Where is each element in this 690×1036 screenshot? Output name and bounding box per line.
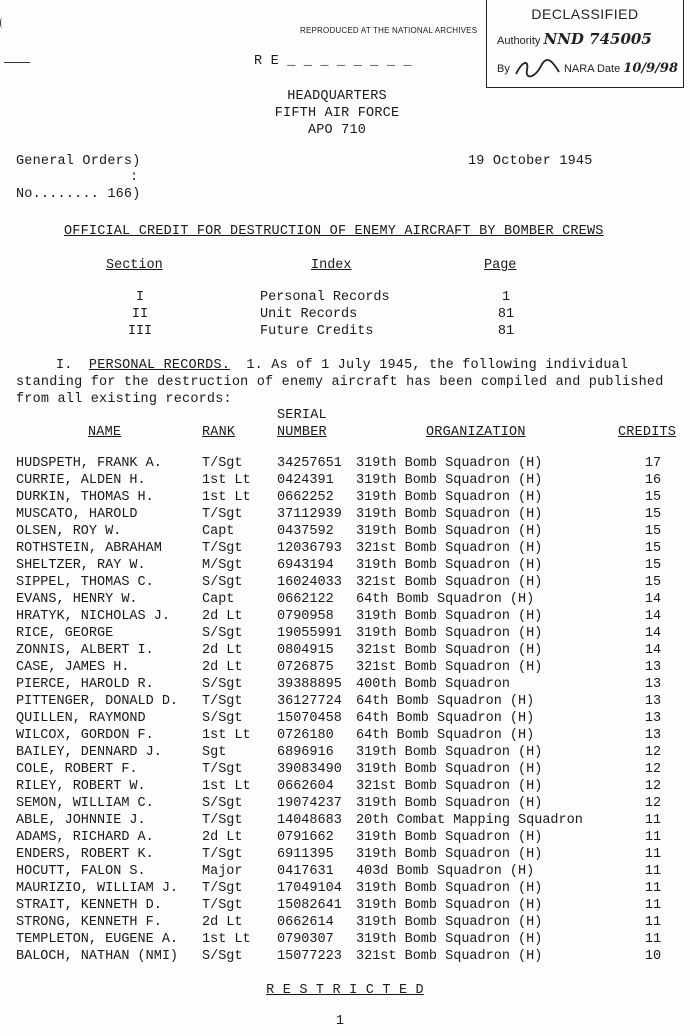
organization-cell: 319th Bomb Squadron (H) bbox=[356, 524, 543, 539]
name-cell: RILEY, ROBERT W. bbox=[16, 779, 146, 794]
personal-records-table bbox=[16, 456, 688, 966]
rank-cell: 1st Lt bbox=[202, 728, 251, 743]
col-head-serial-1: SERIAL bbox=[277, 408, 327, 423]
rank-cell: T/Sgt bbox=[202, 762, 243, 777]
credits-cell: 11 bbox=[644, 847, 662, 862]
organization-cell: 319th Bomb Squadron (H) bbox=[356, 490, 543, 505]
orders-colon: : bbox=[130, 170, 139, 185]
table-row bbox=[16, 830, 688, 847]
organization-cell: 64th Bomb Squadron (H) bbox=[356, 592, 535, 607]
index-page: 81 bbox=[497, 307, 515, 322]
serial-cell: 36127724 bbox=[277, 694, 342, 709]
intro-heading: PERSONAL RECORDS. bbox=[88, 358, 231, 373]
col-head-rank: RANK bbox=[202, 425, 236, 440]
intro-line2: standing for the destruction of enemy aircraft has been compiled and published bbox=[16, 375, 664, 390]
credits-cell: 11 bbox=[644, 932, 662, 947]
serial-cell: 19055991 bbox=[277, 626, 342, 641]
table-row bbox=[16, 847, 688, 864]
credits-cell: 10 bbox=[644, 949, 662, 964]
serial-cell: 17049104 bbox=[277, 881, 342, 896]
name-cell: SHELTZER, RAY W. bbox=[16, 558, 146, 573]
name-cell: ROTHSTEIN, ABRAHAM bbox=[16, 541, 162, 556]
organization-cell: 319th Bomb Squadron (H) bbox=[356, 558, 543, 573]
rank-cell: Major bbox=[202, 864, 243, 879]
rank-cell: 2d Lt bbox=[202, 609, 243, 624]
index-name: Future Credits bbox=[260, 324, 374, 339]
rank-cell: T/Sgt bbox=[202, 694, 243, 709]
name-cell: SIPPEL, THOMAS C. bbox=[16, 575, 154, 590]
table-row bbox=[16, 932, 688, 949]
name-cell: HRATYK, NICHOLAS J. bbox=[16, 609, 170, 624]
rank-cell: T/Sgt bbox=[202, 456, 243, 471]
table-row bbox=[16, 813, 688, 830]
name-cell: TEMPLETON, EUGENE A. bbox=[16, 932, 179, 947]
table-row bbox=[16, 728, 688, 745]
credits-cell: 15 bbox=[644, 507, 662, 522]
name-cell: PIERCE, HAROLD R. bbox=[16, 677, 154, 692]
rank-cell: 2d Lt bbox=[202, 660, 243, 675]
credits-cell: 15 bbox=[644, 575, 662, 590]
table-row bbox=[16, 541, 688, 558]
rank-cell: S/Sgt bbox=[202, 677, 243, 692]
credits-cell: 11 bbox=[644, 898, 662, 913]
table-row bbox=[16, 745, 688, 762]
table-row bbox=[16, 915, 688, 932]
name-cell: EVANS, HENRY W. bbox=[16, 592, 138, 607]
serial-cell: 6896916 bbox=[277, 745, 334, 760]
stamp-authority-row bbox=[497, 30, 652, 48]
rank-cell: Sgt bbox=[202, 745, 227, 760]
organization-cell: 321st Bomb Squadron (H) bbox=[356, 949, 543, 964]
credits-cell: 15 bbox=[644, 541, 662, 556]
rank-cell: Capt bbox=[202, 592, 235, 607]
name-cell: RICE, GEORGE bbox=[16, 626, 114, 641]
table-row bbox=[16, 473, 688, 490]
credits-cell: 15 bbox=[644, 490, 662, 505]
name-cell: HOCUTT, FALON S. bbox=[16, 864, 146, 879]
stamp-authority-value: NND 745005 bbox=[543, 30, 652, 48]
rank-cell: T/Sgt bbox=[202, 813, 243, 828]
classification-top: R E _ _ _ _ _ _ _ _ bbox=[254, 54, 412, 69]
serial-cell: 15082641 bbox=[277, 898, 342, 913]
serial-cell: 0790958 bbox=[277, 609, 334, 624]
reproduced-note: REPRODUCED AT THE NATIONAL ARCHIVES bbox=[300, 26, 478, 35]
table-row bbox=[16, 507, 688, 524]
organization-cell: 321st Bomb Squadron (H) bbox=[356, 575, 543, 590]
credits-cell: 12 bbox=[644, 796, 662, 811]
subject-title: OFFICIAL CREDIT FOR DESTRUCTION OF ENEMY AIRCRAFT BY BOMBER CREWS bbox=[64, 224, 604, 239]
credits-cell: 11 bbox=[644, 881, 662, 896]
table-row bbox=[16, 456, 688, 473]
table-row bbox=[16, 677, 688, 694]
organization-cell: 321st Bomb Squadron (H) bbox=[356, 541, 543, 556]
name-cell: WILCOX, GORDON F. bbox=[16, 728, 154, 743]
serial-cell: 0662614 bbox=[277, 915, 334, 930]
page-number: 1 bbox=[335, 1014, 345, 1029]
credits-cell: 14 bbox=[644, 643, 662, 658]
serial-cell: 0662604 bbox=[277, 779, 334, 794]
name-cell: ADAMS, RICHARD A. bbox=[16, 830, 154, 845]
organization-cell: 319th Bomb Squadron (H) bbox=[356, 745, 543, 760]
serial-cell: 6911395 bbox=[277, 847, 334, 862]
col-head-organization: ORGANIZATION bbox=[426, 425, 526, 440]
table-row bbox=[16, 779, 688, 796]
serial-cell: 15070458 bbox=[277, 711, 342, 726]
index-section: III bbox=[127, 324, 153, 339]
table-row bbox=[16, 864, 688, 881]
organization-cell: 20th Combat Mapping Squadron bbox=[356, 813, 583, 828]
table-row bbox=[16, 524, 688, 541]
rank-cell: 1st Lt bbox=[202, 932, 251, 947]
index-name: Unit Records bbox=[260, 307, 358, 322]
rank-cell: 1st Lt bbox=[202, 779, 251, 794]
organization-cell: 321st Bomb Squadron (H) bbox=[356, 660, 543, 675]
rank-cell: T/Sgt bbox=[202, 507, 243, 522]
organization-cell: 319th Bomb Squadron (H) bbox=[356, 847, 543, 862]
table-row bbox=[16, 881, 688, 898]
credits-cell: 14 bbox=[644, 626, 662, 641]
rank-cell: 2d Lt bbox=[202, 643, 243, 658]
name-cell: CASE, JAMES H. bbox=[16, 660, 130, 675]
stamp-title: DECLASSIFIED bbox=[531, 6, 639, 22]
stamp-nara-value: 10/9/98 bbox=[623, 60, 679, 76]
serial-cell: 0804915 bbox=[277, 643, 334, 658]
serial-cell: 0662122 bbox=[277, 592, 334, 607]
rank-cell: S/Sgt bbox=[202, 575, 243, 590]
rank-cell: T/Sgt bbox=[202, 847, 243, 862]
rank-cell: 1st Lt bbox=[202, 490, 251, 505]
name-cell: ENDERS, ROBERT K. bbox=[16, 847, 154, 862]
table-row bbox=[16, 694, 688, 711]
serial-cell: 6943194 bbox=[277, 558, 334, 573]
name-cell: ZONNIS, ALBERT I. bbox=[16, 643, 154, 658]
credits-cell: 15 bbox=[644, 524, 662, 539]
rank-cell: M/Sgt bbox=[202, 558, 243, 573]
credits-cell: 11 bbox=[644, 864, 662, 879]
rank-cell: S/Sgt bbox=[202, 796, 243, 811]
serial-cell: 14048683 bbox=[277, 813, 342, 828]
organization-cell: 64th Bomb Squadron (H) bbox=[356, 694, 535, 709]
organization-cell: 400th Bomb Squadron bbox=[356, 677, 510, 692]
organization-cell: 319th Bomb Squadron (H) bbox=[356, 898, 543, 913]
organization-cell: 319th Bomb Squadron (H) bbox=[356, 915, 543, 930]
organization-cell: 321st Bomb Squadron (H) bbox=[356, 779, 543, 794]
serial-cell: 0790307 bbox=[277, 932, 334, 947]
index-section: II bbox=[131, 307, 149, 322]
serial-cell: 0417631 bbox=[277, 864, 334, 879]
index-page: 81 bbox=[497, 324, 515, 339]
table-row bbox=[16, 949, 688, 966]
serial-cell: 0662252 bbox=[277, 490, 334, 505]
organization-cell: 64th Bomb Squadron (H) bbox=[356, 711, 535, 726]
table-row bbox=[16, 558, 688, 575]
rank-cell: T/Sgt bbox=[202, 541, 243, 556]
organization-cell: 403d Bomb Squadron (H) bbox=[356, 864, 535, 879]
serial-cell: 19074237 bbox=[277, 796, 342, 811]
stamp-signature bbox=[513, 58, 561, 80]
name-cell: SEMON, WILLIAM C. bbox=[16, 796, 154, 811]
general-orders-label: General Orders) bbox=[16, 154, 141, 169]
stamp-authority-label: Authority bbox=[497, 35, 541, 47]
serial-cell: 39083490 bbox=[277, 762, 342, 777]
name-cell: MUSCATO, HAROLD bbox=[16, 507, 138, 522]
rank-cell: Capt bbox=[202, 524, 235, 539]
credits-cell: 15 bbox=[644, 558, 662, 573]
name-cell: HUDSPETH, FRANK A. bbox=[16, 456, 162, 471]
col-head-name: NAME bbox=[88, 425, 122, 440]
name-cell: QUILLEN, RAYMOND bbox=[16, 711, 146, 726]
margin-mark bbox=[0, 18, 4, 28]
header-line2: FIFTH AIR FORCE bbox=[274, 106, 400, 121]
table-row bbox=[16, 643, 688, 660]
serial-cell: 0437592 bbox=[277, 524, 334, 539]
table-row bbox=[16, 796, 688, 813]
serial-cell: 0424391 bbox=[277, 473, 334, 488]
declassified-stamp bbox=[486, 0, 684, 88]
serial-cell: 0726875 bbox=[277, 660, 334, 675]
organization-cell: 319th Bomb Squadron (H) bbox=[356, 881, 543, 896]
credits-cell: 13 bbox=[644, 677, 662, 692]
credits-cell: 17 bbox=[644, 456, 662, 471]
col-head-credits: CREDITS bbox=[618, 425, 677, 440]
intro-text: 1. As of 1 July 1945, the following individual bbox=[246, 358, 629, 373]
table-row bbox=[16, 711, 688, 728]
serial-cell: 34257651 bbox=[277, 456, 342, 471]
organization-cell: 319th Bomb Squadron (H) bbox=[356, 609, 543, 624]
name-cell: STRONG, KENNETH F. bbox=[16, 915, 162, 930]
index-head-page: Page bbox=[484, 258, 517, 273]
index-head-section: Section bbox=[106, 258, 163, 273]
credits-cell: 14 bbox=[644, 609, 662, 624]
serial-cell: 15077223 bbox=[277, 949, 342, 964]
rank-cell: T/Sgt bbox=[202, 881, 243, 896]
col-head-serial-2: NUMBER bbox=[277, 425, 327, 440]
name-cell: CURRIE, ALDEN H. bbox=[16, 473, 146, 488]
table-row bbox=[16, 898, 688, 915]
table-row bbox=[16, 609, 688, 626]
index-name: Personal Records bbox=[260, 290, 390, 305]
credits-cell: 13 bbox=[644, 694, 662, 709]
organization-cell: 319th Bomb Squadron (H) bbox=[356, 626, 543, 641]
classification-bottom: R E S T R I C T E D bbox=[266, 983, 424, 998]
name-cell: ABLE, JOHNNIE J. bbox=[16, 813, 146, 828]
credits-cell: 13 bbox=[644, 728, 662, 743]
credits-cell: 14 bbox=[644, 592, 662, 607]
name-cell: BAILEY, DENNARD J. bbox=[16, 745, 162, 760]
rank-cell: S/Sgt bbox=[202, 711, 243, 726]
organization-cell: 319th Bomb Squadron (H) bbox=[356, 762, 543, 777]
name-cell: COLE, ROBERT F. bbox=[16, 762, 138, 777]
organization-cell: 319th Bomb Squadron (H) bbox=[356, 507, 543, 522]
intro-section-number: I. bbox=[56, 358, 73, 373]
orders-number: No........ 166) bbox=[16, 187, 141, 202]
organization-cell: 319th Bomb Squadron (H) bbox=[356, 830, 543, 845]
credits-cell: 11 bbox=[644, 813, 662, 828]
organization-cell: 319th Bomb Squadron (H) bbox=[356, 932, 543, 947]
stamp-by-row bbox=[497, 58, 678, 80]
rank-cell: 1st Lt bbox=[202, 473, 251, 488]
margin-dash bbox=[4, 62, 30, 63]
stamp-nara-label: NARA Date bbox=[563, 62, 621, 75]
credits-cell: 12 bbox=[644, 762, 662, 777]
organization-cell: 319th Bomb Squadron (H) bbox=[356, 796, 543, 811]
intro-line3: from all existing records: bbox=[16, 392, 232, 407]
table-row bbox=[16, 575, 688, 592]
table-row bbox=[16, 626, 688, 643]
rank-cell: 2d Lt bbox=[202, 830, 243, 845]
rank-cell: S/Sgt bbox=[202, 626, 243, 641]
credits-cell: 16 bbox=[644, 473, 662, 488]
index-section: I bbox=[135, 290, 145, 305]
table-row bbox=[16, 490, 688, 507]
serial-cell: 37112939 bbox=[277, 507, 342, 522]
name-cell: BALOCH, NATHAN (NMI) bbox=[16, 949, 179, 964]
name-cell: DURKIN, THOMAS H. bbox=[16, 490, 154, 505]
name-cell: MAURIZIO, WILLIAM J. bbox=[16, 881, 179, 896]
table-row bbox=[16, 660, 688, 677]
credits-cell: 13 bbox=[644, 711, 662, 726]
stamp-by-label: By bbox=[497, 62, 510, 75]
rank-cell: 2d Lt bbox=[202, 915, 243, 930]
serial-cell: 39388895 bbox=[277, 677, 342, 692]
organization-cell: 64th Bomb Squadron (H) bbox=[356, 728, 535, 743]
serial-cell: 16024033 bbox=[277, 575, 342, 590]
credits-cell: 11 bbox=[644, 915, 662, 930]
table-row bbox=[16, 762, 688, 779]
intro-line1 bbox=[56, 358, 628, 373]
organization-cell: 319th Bomb Squadron (H) bbox=[356, 473, 543, 488]
credits-cell: 13 bbox=[644, 660, 662, 675]
name-cell: OLSEN, ROY W. bbox=[16, 524, 122, 539]
header-line1: HEADQUARTERS bbox=[287, 89, 387, 104]
name-cell: PITTENGER, DONALD D. bbox=[16, 694, 179, 709]
organization-cell: 321st Bomb Squadron (H) bbox=[356, 643, 543, 658]
organization-cell: 319th Bomb Squadron (H) bbox=[356, 456, 543, 471]
table-row bbox=[16, 592, 688, 609]
header-line3: APO 710 bbox=[307, 123, 367, 138]
index-page: 1 bbox=[501, 290, 511, 305]
serial-cell: 0791662 bbox=[277, 830, 334, 845]
name-cell: STRAIT, KENNETH D. bbox=[16, 898, 162, 913]
credits-cell: 12 bbox=[644, 745, 662, 760]
serial-cell: 0726180 bbox=[277, 728, 334, 743]
index-head-index: Index bbox=[311, 258, 352, 273]
credits-cell: 11 bbox=[644, 830, 662, 845]
credits-cell: 12 bbox=[644, 779, 662, 794]
rank-cell: T/Sgt bbox=[202, 898, 243, 913]
orders-date: 19 October 1945 bbox=[468, 154, 593, 169]
rank-cell: S/Sgt bbox=[202, 949, 243, 964]
serial-cell: 12036793 bbox=[277, 541, 342, 556]
